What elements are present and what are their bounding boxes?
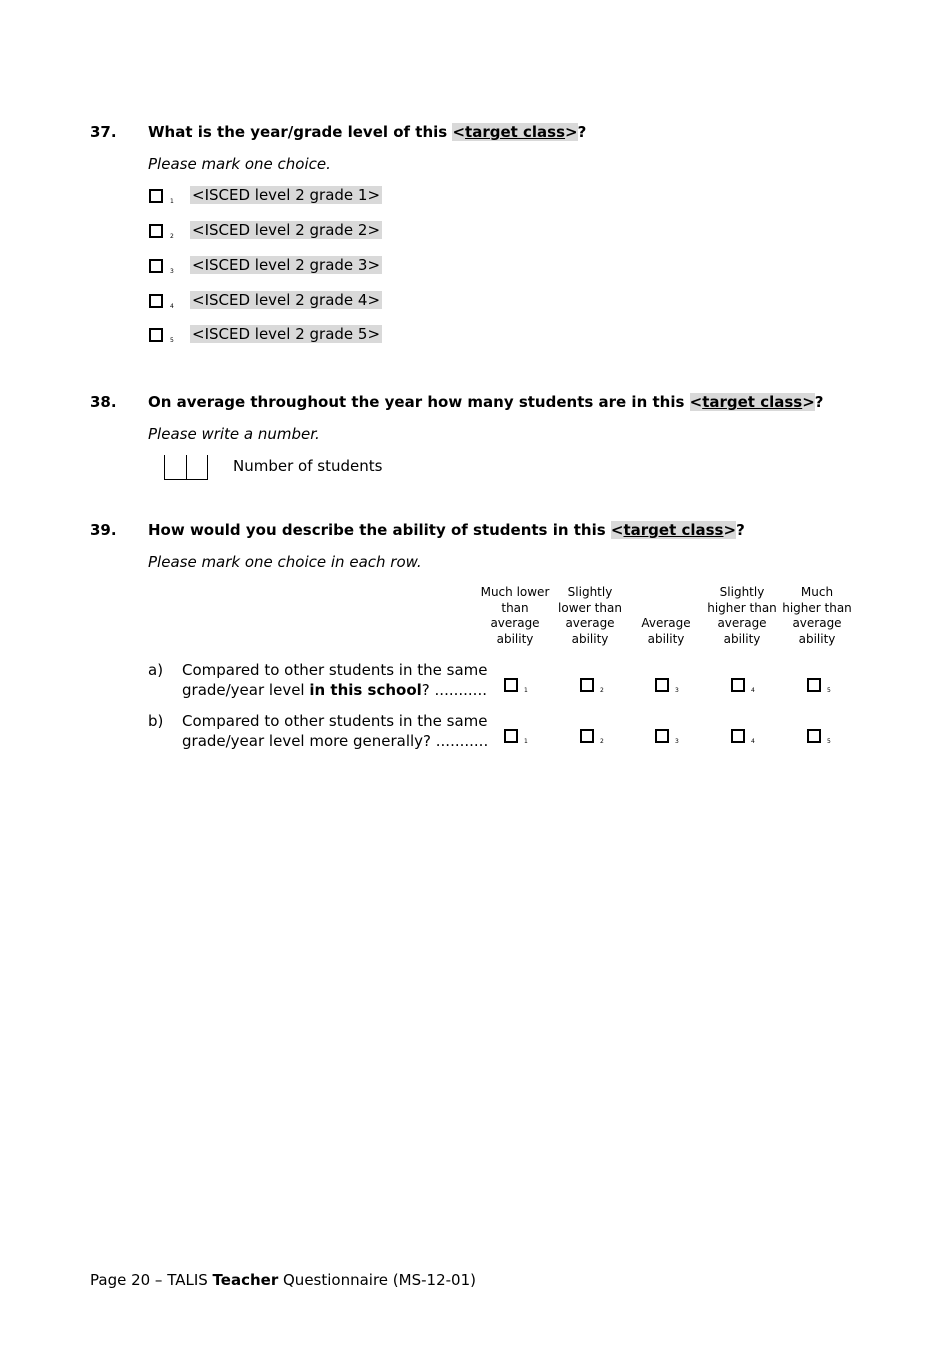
choice-code: 5 [827,738,831,745]
header-line: Average [641,616,691,630]
row-text-post: ? ........... [421,681,487,699]
header-line: average [490,616,540,630]
choice-code: 2 [600,738,604,745]
question-mark: ? [577,123,587,141]
question-text-38 [148,393,824,411]
target-class-placeholder [690,393,815,411]
choice-code: 4 [751,738,755,745]
question-text-37-pre: What is the year/grade level of this [148,123,453,141]
lt: < [452,123,466,141]
header-line: ability [647,631,685,646]
choice-code: 5 [827,687,831,694]
question-text-39 [148,521,745,539]
checkbox[interactable] [731,729,745,743]
header-line: ability [723,631,761,646]
row-a-choice-5[interactable] [807,675,831,694]
checkbox[interactable] [807,678,821,692]
header-line: higher than [707,600,777,615]
number-of-students-input[interactable] [164,455,210,480]
row-text-line1: Compared to other students in the same [182,712,488,730]
row-b-choice-4[interactable] [731,726,755,745]
option-code: 4 [170,303,174,310]
column-header-average [628,585,704,647]
gt: > [723,521,737,539]
checkbox[interactable] [580,678,594,692]
option-code: 1 [170,198,174,205]
digit-box-1[interactable] [164,455,186,480]
row-a-choice-3[interactable] [655,675,679,694]
column-header-much-higher [779,585,855,647]
question-number-39: 39. [90,521,117,539]
option-label: <ISCED level 2 grade 3> [192,256,381,274]
row-a-choice-2[interactable] [580,675,604,694]
checkbox[interactable] [504,678,518,692]
option-1[interactable] [149,186,381,205]
checkbox-5[interactable] [149,328,163,342]
question-number-37: 37. [90,123,117,141]
row-text-bold: in this school [309,681,422,699]
row-b-choice-1[interactable] [504,726,528,745]
choice-code: 2 [600,687,604,694]
option-code: 2 [170,233,174,240]
option-label: <ISCED level 2 grade 4> [192,291,381,309]
column-header-slightly-lower [552,585,628,647]
checkbox[interactable] [580,729,594,743]
instruction-37: Please mark one choice. [148,155,331,173]
row-text-pre: grade/year level [182,681,310,699]
option-4[interactable] [149,291,381,310]
option-code: 5 [170,337,174,344]
header-line [628,585,704,601]
gt: > [565,123,578,141]
checkbox-2[interactable] [149,224,163,238]
row-letter-a: a) [148,661,164,679]
column-header-much-lower [477,585,553,647]
number-of-students-label: Number of students [233,457,383,475]
header-line [628,601,704,617]
gt: > [802,393,815,411]
checkbox-4[interactable] [149,294,163,308]
header-line: lower than [558,600,622,615]
header-line: Slightly [567,585,613,599]
checkbox-1[interactable] [149,189,163,203]
row-text-line2 [182,680,488,700]
lt: < [610,521,624,539]
header-line: Much lower [480,585,550,599]
option-label: <ISCED level 2 grade 1> [192,186,381,204]
question-text-39-pre: How would you describe the ability of students in this [148,521,611,539]
question-text-38-pre: On average throughout the year how many students are in this [148,393,690,411]
row-b-text [182,711,488,751]
header-line: average [717,616,767,630]
header-line: average [792,616,842,630]
row-text-line1: Compared to other students in the same [182,661,488,679]
row-text-line2 [182,731,488,751]
checkbox[interactable] [807,729,821,743]
question-mark: ? [814,393,824,411]
question-number-38: 38. [90,393,117,411]
checkbox[interactable] [731,678,745,692]
target-class-label: target class [702,393,803,411]
target-class-placeholder [611,521,736,539]
header-line: than [501,600,529,615]
row-a-text [182,660,488,700]
option-2[interactable] [149,221,381,240]
option-3[interactable] [149,256,381,275]
row-b-choice-2[interactable] [580,726,604,745]
target-class-label: target class [465,123,566,141]
option-label: <ISCED level 2 grade 5> [192,325,381,343]
header-line: average [565,616,615,630]
option-label: <ISCED level 2 grade 2> [192,221,381,239]
row-text-pre: grade/year level more generally? ........... [182,732,489,750]
target-class-label: target class [623,521,724,539]
header-line: Slightly [719,585,765,599]
question-text-37 [148,123,586,141]
instruction-39: Please mark one choice in each row. [148,553,422,571]
page-footer [90,1271,476,1289]
choice-code: 3 [675,687,679,694]
lt: < [689,393,703,411]
option-code: 3 [170,268,174,275]
checkbox[interactable] [504,729,518,743]
header-line: ability [496,631,534,646]
header-line: ability [798,631,836,646]
column-header-slightly-higher [704,585,780,647]
header-line: higher than [782,600,852,615]
header-line: ability [571,631,609,646]
checkbox[interactable] [655,678,669,692]
choice-code: 4 [751,687,755,694]
choice-code: 1 [524,687,528,694]
target-class-placeholder [452,123,577,141]
header-line: Much [800,585,834,599]
question-mark: ? [736,521,745,539]
row-a-choice-1[interactable] [504,675,528,694]
row-b-choice-3[interactable] [655,726,679,745]
digit-box-2[interactable] [186,455,208,480]
option-5[interactable] [149,325,381,344]
row-a-choice-4[interactable] [731,675,755,694]
row-letter-b: b) [148,712,164,730]
instruction-38: Please write a number. [148,425,320,443]
row-b-choice-5[interactable] [807,726,831,745]
footer-pre: Page 20 – TALIS [90,1271,213,1289]
checkbox-3[interactable] [149,259,163,273]
footer-bold: Teacher [212,1271,279,1289]
choice-code: 3 [675,738,679,745]
footer-post: Questionnaire (MS-12-01) [278,1271,476,1289]
checkbox[interactable] [655,729,669,743]
choice-code: 1 [524,738,528,745]
